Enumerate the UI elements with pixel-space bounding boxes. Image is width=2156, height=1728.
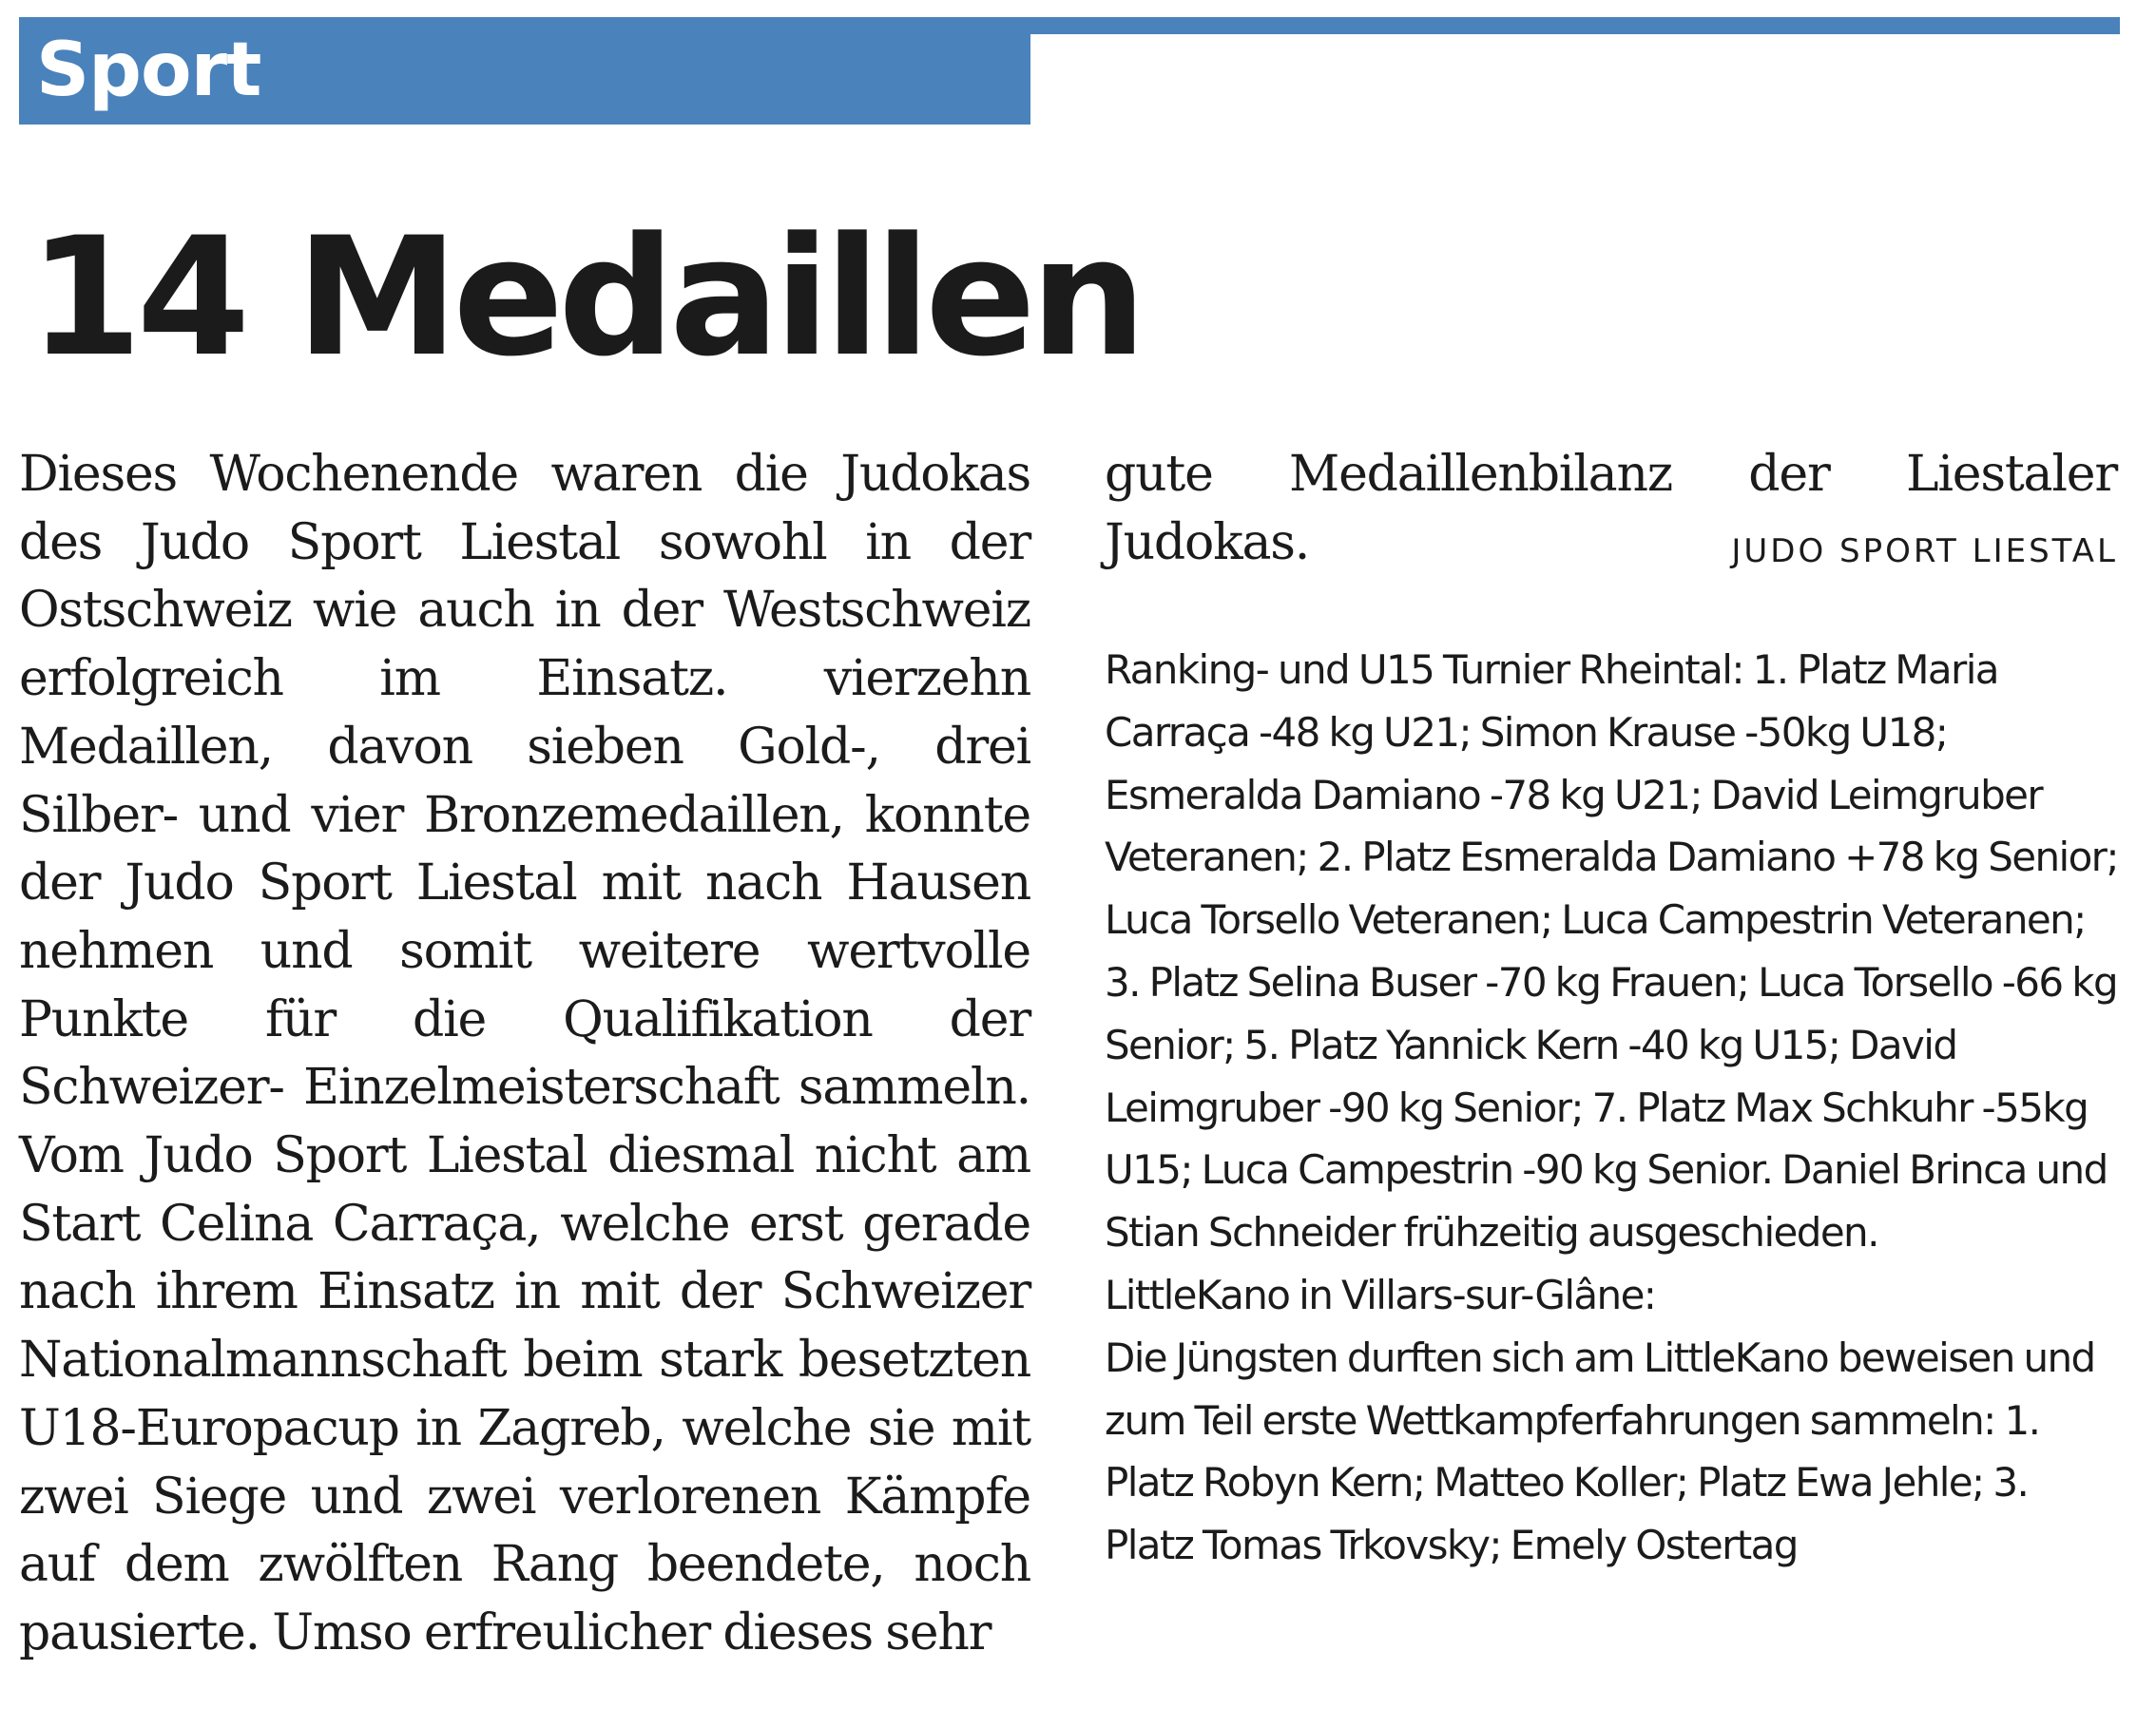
results-box — [1105, 639, 2122, 1577]
body-text-right-column: gute Medaillenbilanz der Liestaler Judokas. — [1105, 446, 2117, 571]
photo-credit: JUDO SPORT LIESTAL — [1731, 532, 2118, 570]
results-littlekano-heading: LittleKano in Villars-sur-Glâne: — [1105, 1271, 1656, 1318]
results-littlekano: Die Jüngsten durften sich am LittleKano beweisen und zum Teil erste Wettkampferfahrungen sammeln: 1. Platz Robyn Kern; Matteo Koller; Platz Ewa Jehle; 3. Platz Tomas Trkovsky; Emely Ostertag — [1105, 1334, 2095, 1569]
body-text-left-column: Dieses Wochenende waren die Judokas des Judo Sport Liestal sowohl in der Ostschweiz wie auch in der Westschweiz erfolgreich im Einsatz. vierzehn Medaillen, davon sieben Gold-, drei Silber- und vier Bronzemedaillen, konnte der Judo Sport Liestal mit nach Hausen nehmen und somit weitere wertvolle Punkte für die Qualifikation der Schweizer- Einzelmeisterschaft sammeln. Vom Judo Sport Liestal diesmal nicht am Start Celina Carraça, welche erst gerade nach ihrem Einsatz in mit der Schweizer Nationalmannschaft beim stark besetzten U18-Europacup in Zagreb, welche sie mit zwei Siege und zwei verlorenen Kämpfe auf dem zwölften Rang beendete, noch pausierte. Umso erfreulicher dieses sehr — [19, 446, 1030, 1661]
section-label: Sport — [36, 28, 261, 113]
results-rheintal: Ranking- und U15 Turnier Rheintal: 1. Platz Maria Carraça -48 kg U21; Simon Krause -50kg U18; Esmeralda Damiano -78 kg U21; David Leimgruber Veteranen; 2. Platz Esmeralda Damiano +78 kg Senior; Luca Torsello Veteranen; Luca Campestrin Veteranen; 3. Platz Selina Buser -70 kg Frauen; Luca Torsello -66 kg Senior; 5. Platz Yannick Kern -40 kg U15; David Leimgruber -90 kg Senior; 7. Platz Max Schkuhr -55kg U15; Luca Campestrin -90 kg Senior. Daniel Brinca und Stian Schneider frühzeitig ausgeschieden. — [1105, 646, 2118, 1257]
headline: 14 Medaillen — [29, 202, 1142, 393]
